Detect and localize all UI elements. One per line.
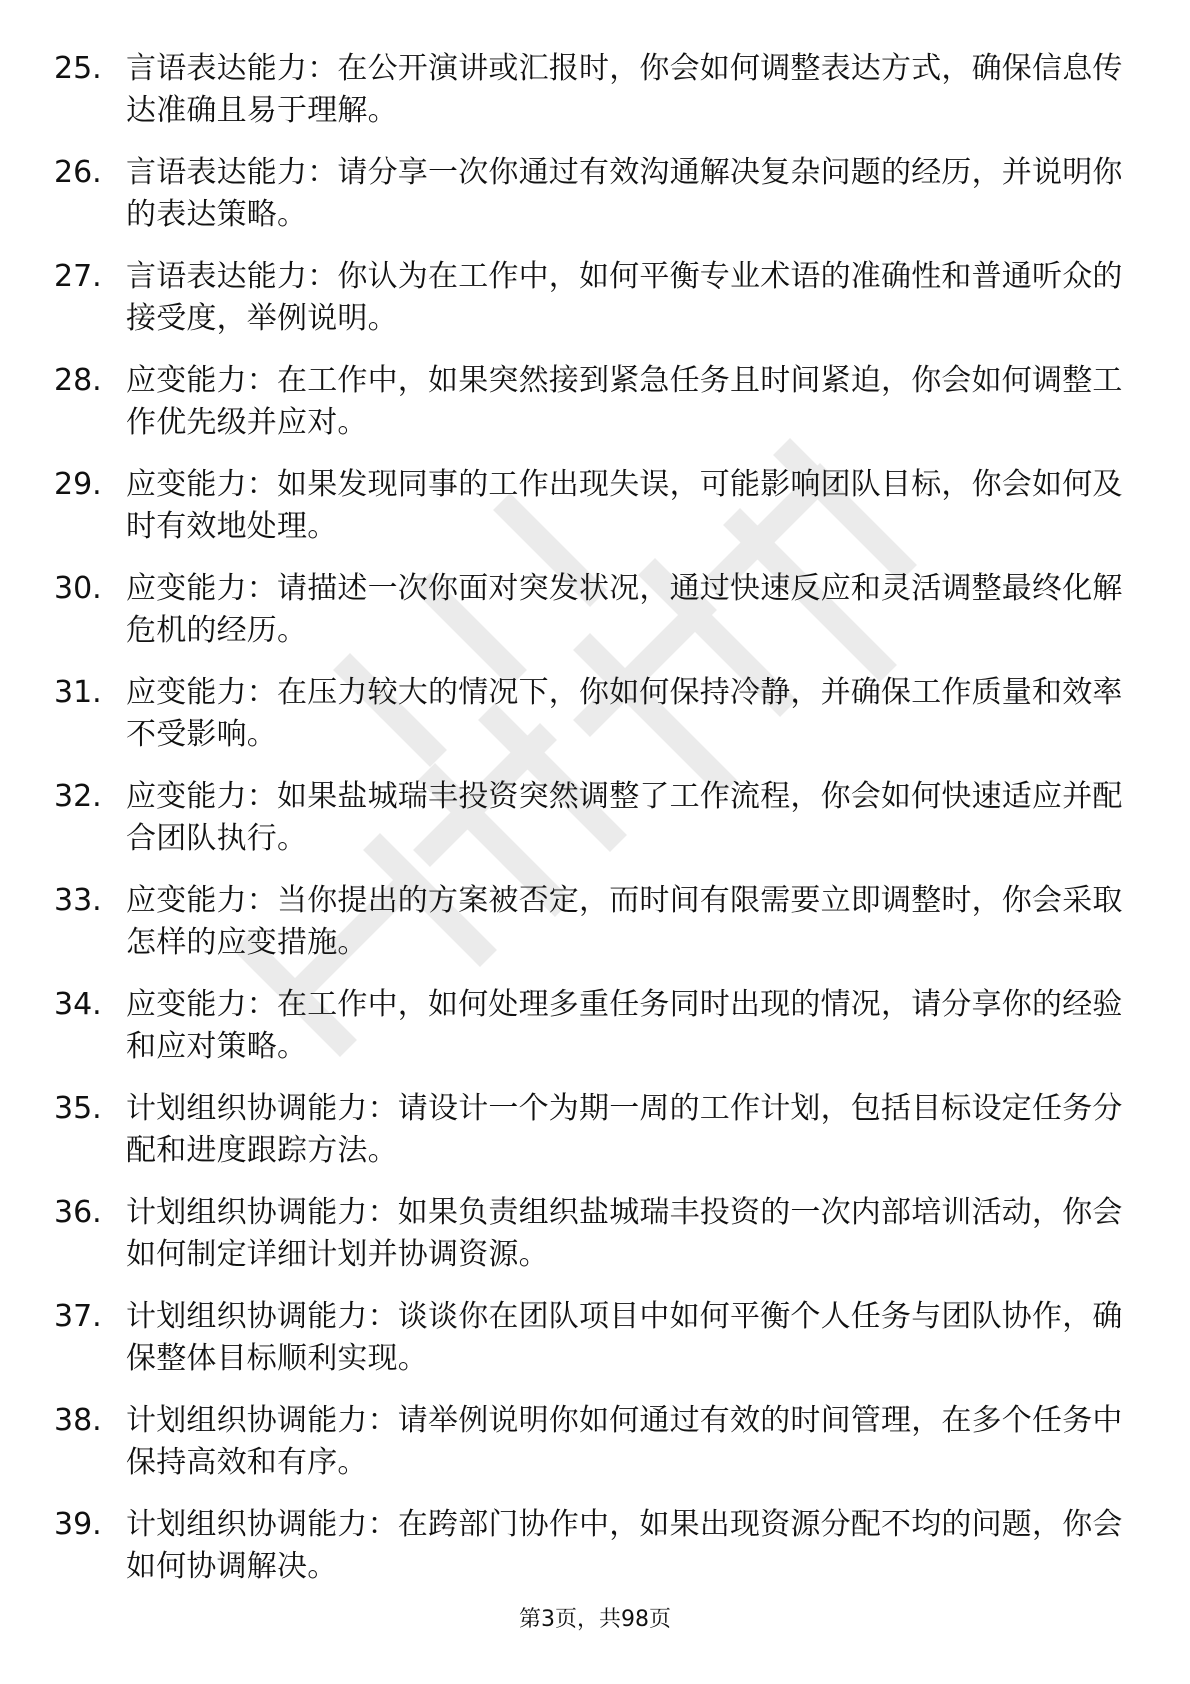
question-text: 言语表达能力：你认为在工作中，如何平衡专业术语的准确性和普通听众的接受度，举例说明。: [126, 259, 1123, 336]
question-number: 26.: [54, 155, 102, 190]
question-number: 25.: [54, 51, 102, 86]
question-text: 言语表达能力：请分享一次你通过有效沟通解决复杂问题的经历，并说明你的表达策略。: [126, 155, 1123, 232]
question-item: [54, 1296, 1134, 1400]
question-text: 应变能力：在压力较大的情况下，你如何保持冷静，并确保工作质量和效率不受影响。: [126, 675, 1123, 752]
question-item: [54, 152, 1134, 256]
question-item: [54, 1088, 1134, 1192]
page-footer: [0, 1606, 1190, 1634]
question-number: 37.: [54, 1299, 102, 1334]
question-text: 应变能力：如果发现同事的工作出现失误，可能影响团队目标，你会如何及时有效地处理。: [126, 467, 1123, 544]
question-text: 计划组织协调能力：请举例说明你如何通过有效的时间管理，在多个任务中保持高效和有序。: [126, 1403, 1123, 1480]
question-number: 27.: [54, 259, 102, 294]
question-number: 29.: [54, 467, 102, 502]
question-text: 应变能力：请描述一次你面对突发状况，通过快速反应和灵活调整最终化解危机的经历。: [126, 571, 1123, 648]
question-item: [54, 672, 1134, 776]
question-text: 计划组织协调能力：在跨部门协作中，如果出现资源分配不均的问题，你会如何协调解决。: [126, 1507, 1123, 1584]
page-number-label: 第3页，共98页: [519, 1607, 671, 1632]
question-number: 34.: [54, 987, 102, 1022]
question-text: 应变能力：如果盐城瑞丰投资突然调整了工作流程，你会如何快速适应并配合团队执行。: [126, 779, 1123, 856]
question-item: [54, 568, 1134, 672]
question-item: [54, 1504, 1134, 1608]
question-number: 33.: [54, 883, 102, 918]
question-text: 计划组织协调能力：谈谈你在团队项目中如何平衡个人任务与团队协作，确保整体目标顺利实现。: [126, 1299, 1123, 1376]
question-number: 38.: [54, 1403, 102, 1438]
question-number: 30.: [54, 571, 102, 606]
question-item: [54, 880, 1134, 984]
question-number: 31.: [54, 675, 102, 710]
question-text: 应变能力：在工作中，如果突然接到紧急任务且时间紧迫，你会如何调整工作优先级并应对。: [126, 363, 1123, 440]
question-list: [54, 48, 1134, 1608]
question-item: [54, 256, 1134, 360]
question-text: 应变能力：在工作中，如何处理多重任务同时出现的情况，请分享你的经验和应对策略。: [126, 987, 1123, 1064]
question-number: 35.: [54, 1091, 102, 1126]
question-item: [54, 464, 1134, 568]
question-text: 计划组织协调能力：如果负责组织盐城瑞丰投资的一次内部培训活动，你会如何制定详细计划并协调资源。: [126, 1195, 1123, 1272]
question-item: [54, 1192, 1134, 1296]
question-text: 应变能力：当你提出的方案被否定，而时间有限需要立即调整时，你会采取怎样的应变措施。: [126, 883, 1123, 960]
question-number: 32.: [54, 779, 102, 814]
question-number: 28.: [54, 363, 102, 398]
question-item: [54, 360, 1134, 464]
question-item: [54, 48, 1134, 152]
question-item: [54, 776, 1134, 880]
question-item: [54, 1400, 1134, 1504]
question-item: [54, 984, 1134, 1088]
question-text: 言语表达能力：在公开演讲或汇报时，你会如何调整表达方式，确保信息传达准确且易于理解。: [126, 51, 1123, 128]
question-number: 36.: [54, 1195, 102, 1230]
question-text: 计划组织协调能力：请设计一个为期一周的工作计划，包括目标设定任务分配和进度跟踪方法。: [126, 1091, 1123, 1168]
question-number: 39.: [54, 1507, 102, 1542]
